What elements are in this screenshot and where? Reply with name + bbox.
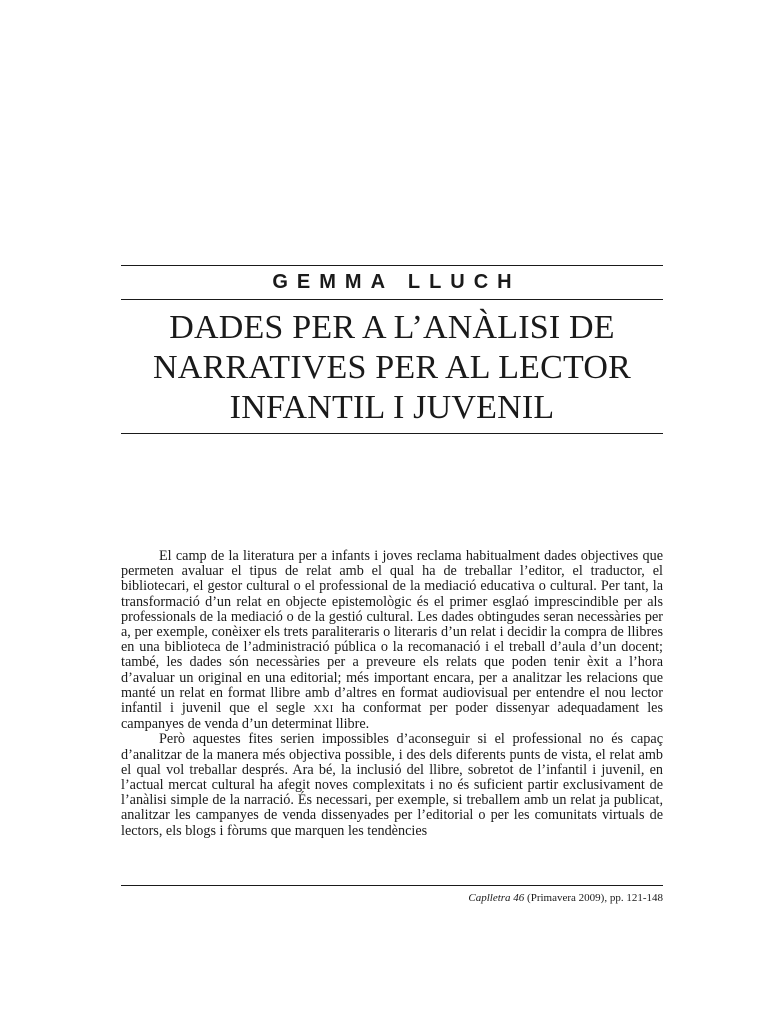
article-body — [121, 549, 663, 839]
top-rule — [121, 265, 663, 266]
page-footer — [121, 891, 663, 905]
paragraph: Però aquestes fites serien impossibles d’aconseguir si el professional no és capaç d’analitzar de la manera més objectiva possible, i des dels diferents punts de vista, el relat amb el qual vol treballar després. Ara bé, la inclusió del llibre, sobretot de l’infantil i juvenil, en l’actual mercat cultural ha afegit noves complexitats i no és suficient partir exclusivament de l’anàlisi simple de la narració. És necessari, per exemple, si treballem amb un relat ja publicat, analitzar les campanyes de venda dissenyades per l’editorial o per les comunitats virtuals de lectors, els blogs i fòrums que marquen les tendències — [121, 731, 663, 839]
article-title — [121, 308, 663, 428]
author-name: GEMMA LLUCH — [272, 271, 521, 293]
title-line: NARRATIVES PER AL LECTOR — [152, 349, 631, 386]
century-numeral: XXI — [313, 703, 334, 716]
author-rule — [121, 299, 663, 300]
footer-rule — [121, 885, 663, 886]
paragraph-text: El camp de la literatura per a infants i joves reclama habitualment dades objectives que permeten avaluar el tipus de relat amb el qual ha de treballar l’editor, el traductor, el bibliotecari, el gestor cultural o el professional de la mediació educativa o cultural. Per tant, la transformació d’un relat en objecte epistemològic és el primer esglaó imprescindible per als professionals de la mediació o de la gestió cultural. Les dades obtingudes seran necessàries per a, per exemple, conèixer els trets paraliteraris o literaris d’un relat i decidir la compra de llibres en una biblioteca de l’administració pública o la recomanació i el treball d’aula d’un docent; també, les dades són necessàries per a preveure els relats que poden tenir èxit a l’hora d’avaluar un original en una editorial; més important encara, per a analitzar les relacions que manté un relat en format llibre amb d’altres en format audiovisual per entendre el nou lector infantil i juvenil que el segle — [121, 548, 663, 717]
title-line: INFANTIL I JUVENIL — [229, 389, 555, 426]
paragraph-text: ha conformat per poder dissenyar adequadament les campanyes de venda d’un determinat llibre. — [121, 700, 664, 733]
title-line: DADES PER A L’ANÀLISI DE — [169, 309, 615, 346]
journal-citation: (Primavera 2009), pp. 121-148 — [524, 892, 663, 904]
paragraph — [121, 549, 663, 732]
title-rule — [121, 433, 663, 434]
journal-name: Caplletra 46 — [468, 892, 525, 904]
